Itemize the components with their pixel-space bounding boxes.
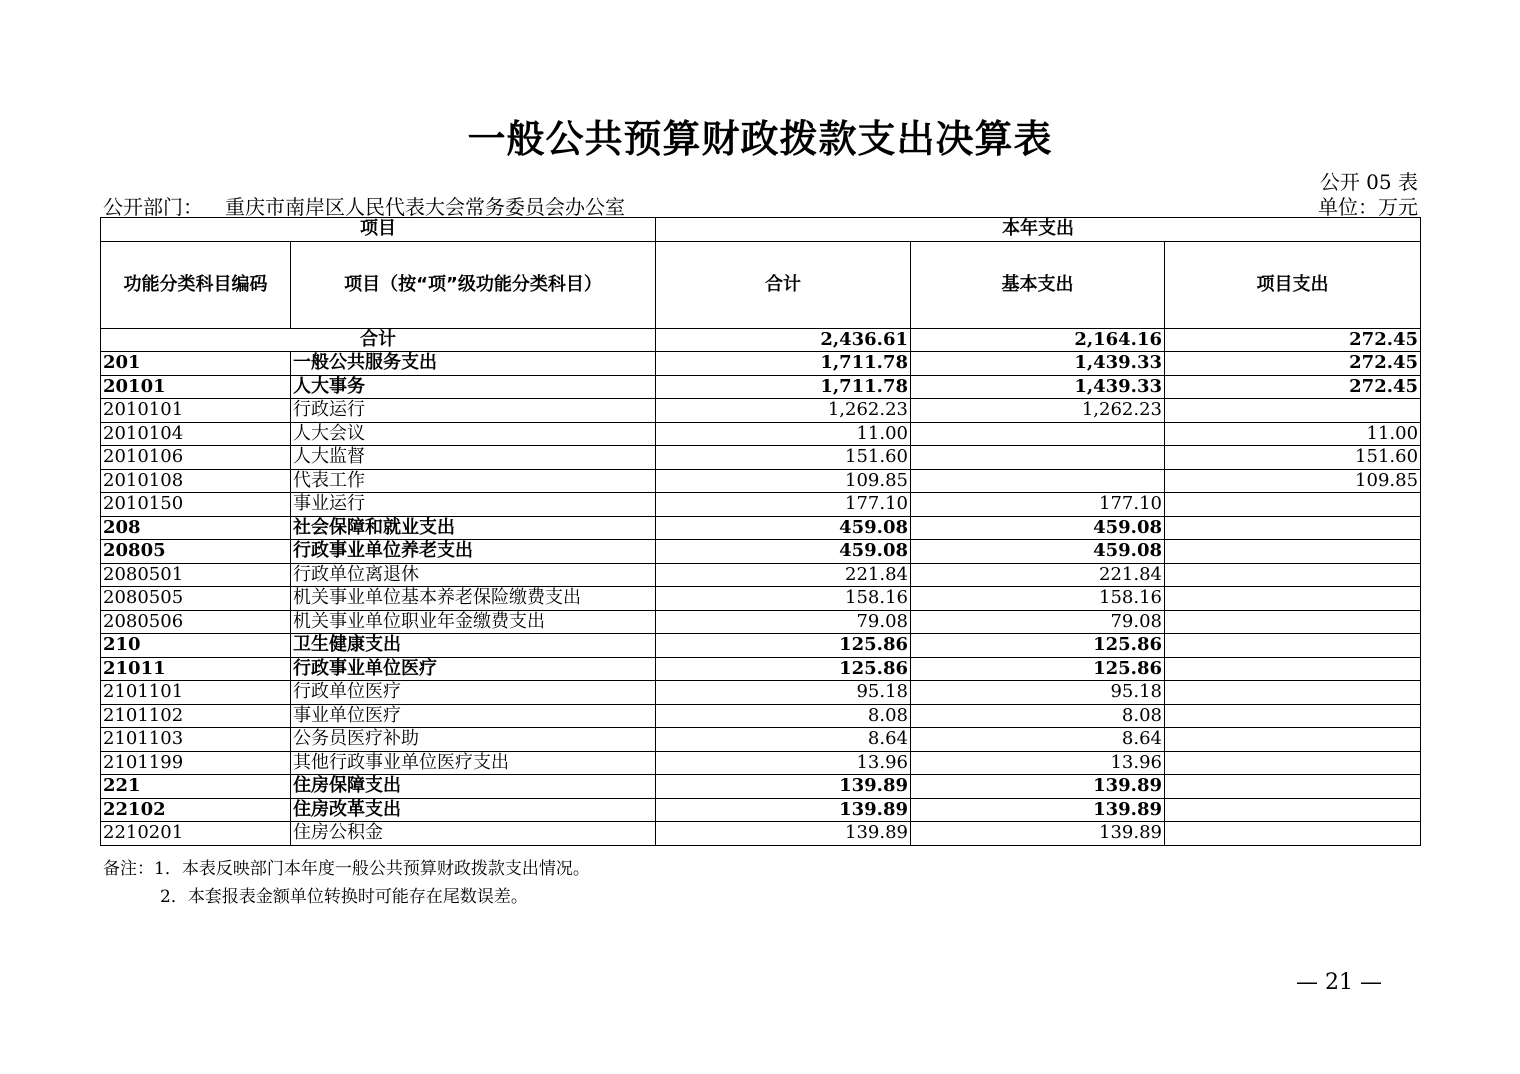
note-1: 备注：1．本表反映部门本年度一般公共预算财政拨款支出情况。 [103, 859, 590, 879]
row-project: 272.45 [1165, 375, 1421, 399]
row-total: 1,711.78 [656, 375, 911, 399]
expense-table-body [101, 218, 1421, 846]
page-title: 一般公共预算财政拨款支出决算表 [467, 117, 1053, 161]
row-code: 2010108 [101, 469, 291, 493]
row-project [1165, 657, 1421, 681]
row-total: 139.89 [656, 775, 911, 799]
row-basic: 125.86 [911, 657, 1165, 681]
row-total: 177.10 [656, 493, 911, 517]
row-project: 272.45 [1165, 352, 1421, 376]
row-total: 125.86 [656, 657, 911, 681]
row-code: 221 [101, 775, 291, 799]
row-code: 2080501 [101, 563, 291, 587]
row-name: 人大监督 [291, 446, 656, 470]
row-code: 2010104 [101, 422, 291, 446]
row-total: 125.86 [656, 634, 911, 658]
row-name: 住房改革支出 [291, 798, 656, 822]
row-project [1165, 775, 1421, 799]
total-project: 272.45 [1165, 328, 1421, 352]
row-basic: 1,439.33 [911, 375, 1165, 399]
row-total: 13.96 [656, 751, 911, 775]
row-project [1165, 822, 1421, 846]
row-code: 2101102 [101, 704, 291, 728]
expense-table [100, 217, 1421, 846]
row-project [1165, 610, 1421, 634]
table-row [101, 516, 1421, 540]
row-code: 21011 [101, 657, 291, 681]
row-project [1165, 516, 1421, 540]
row-total: 221.84 [656, 563, 911, 587]
row-basic: 177.10 [911, 493, 1165, 517]
table-row [101, 399, 1421, 423]
row-name: 事业运行 [291, 493, 656, 517]
row-basic [911, 446, 1165, 470]
row-basic: 158.16 [911, 587, 1165, 611]
row-name: 行政单位医疗 [291, 681, 656, 705]
row-project [1165, 540, 1421, 564]
row-project [1165, 798, 1421, 822]
row-name: 机关事业单位职业年金缴费支出 [291, 610, 656, 634]
row-project [1165, 728, 1421, 752]
row-project [1165, 751, 1421, 775]
row-name: 行政事业单位医疗 [291, 657, 656, 681]
table-row [101, 657, 1421, 681]
header-group-row [101, 218, 1421, 242]
row-project [1165, 704, 1421, 728]
row-project: 11.00 [1165, 422, 1421, 446]
row-total: 8.08 [656, 704, 911, 728]
department-label: 公开部门： [103, 195, 203, 219]
table-row [101, 704, 1421, 728]
header-basic: 基本支出 [911, 241, 1165, 328]
row-basic: 1,262.23 [911, 399, 1165, 423]
row-code: 210 [101, 634, 291, 658]
table-row [101, 540, 1421, 564]
table-row [101, 352, 1421, 376]
row-project [1165, 681, 1421, 705]
row-project [1165, 634, 1421, 658]
table-row [101, 563, 1421, 587]
table-row [101, 375, 1421, 399]
row-basic: 459.08 [911, 540, 1165, 564]
row-project [1165, 563, 1421, 587]
row-code: 2010106 [101, 446, 291, 470]
row-code: 2210201 [101, 822, 291, 846]
row-project [1165, 493, 1421, 517]
row-name: 机关事业单位基本养老保险缴费支出 [291, 587, 656, 611]
row-name: 行政单位离退休 [291, 563, 656, 587]
table-row [101, 422, 1421, 446]
table-row [101, 728, 1421, 752]
row-project [1165, 399, 1421, 423]
header-name: 项目（按“项”级功能分类科目） [291, 241, 656, 328]
header-expense-group: 本年支出 [656, 218, 1421, 242]
row-total: 11.00 [656, 422, 911, 446]
row-code: 2101101 [101, 681, 291, 705]
row-name: 社会保障和就业支出 [291, 516, 656, 540]
row-code: 208 [101, 516, 291, 540]
row-name: 行政事业单位养老支出 [291, 540, 656, 564]
row-name: 行政运行 [291, 399, 656, 423]
row-project [1165, 587, 1421, 611]
table-row [101, 798, 1421, 822]
row-code: 2010101 [101, 399, 291, 423]
row-name: 公务员医疗补助 [291, 728, 656, 752]
header-project: 项目支出 [1165, 241, 1421, 328]
table-row [101, 469, 1421, 493]
row-name: 事业单位医疗 [291, 704, 656, 728]
row-code: 2101103 [101, 728, 291, 752]
table-row [101, 610, 1421, 634]
row-total: 151.60 [656, 446, 911, 470]
row-total: 95.18 [656, 681, 911, 705]
row-code: 20101 [101, 375, 291, 399]
row-basic: 95.18 [911, 681, 1165, 705]
row-code: 22102 [101, 798, 291, 822]
row-code: 2080506 [101, 610, 291, 634]
row-name: 人大事务 [291, 375, 656, 399]
row-basic: 125.86 [911, 634, 1165, 658]
row-name: 住房保障支出 [291, 775, 656, 799]
row-name: 其他行政事业单位医疗支出 [291, 751, 656, 775]
row-basic: 79.08 [911, 610, 1165, 634]
row-code: 2101199 [101, 751, 291, 775]
row-basic [911, 469, 1165, 493]
row-name: 卫生健康支出 [291, 634, 656, 658]
row-basic [911, 422, 1165, 446]
row-basic: 139.89 [911, 775, 1165, 799]
row-total: 139.89 [656, 798, 911, 822]
table-row [101, 446, 1421, 470]
header-item-group: 项目 [101, 218, 656, 242]
row-code: 2080505 [101, 587, 291, 611]
row-total: 1,711.78 [656, 352, 911, 376]
total-basic: 2,164.16 [911, 328, 1165, 352]
table-row [101, 751, 1421, 775]
row-basic: 13.96 [911, 751, 1165, 775]
row-total: 1,262.23 [656, 399, 911, 423]
row-basic: 139.89 [911, 798, 1165, 822]
header-column-row [101, 241, 1421, 328]
unit-label: 单位：万元 [1318, 195, 1418, 219]
row-project: 109.85 [1165, 469, 1421, 493]
header-total: 合计 [656, 241, 911, 328]
row-basic: 8.08 [911, 704, 1165, 728]
total-label: 合计 [101, 328, 656, 352]
row-total: 79.08 [656, 610, 911, 634]
row-basic: 459.08 [911, 516, 1165, 540]
row-code: 201 [101, 352, 291, 376]
row-basic: 221.84 [911, 563, 1165, 587]
row-name: 代表工作 [291, 469, 656, 493]
note-2: 2．本套报表金额单位转换时可能存在尾数误差。 [160, 887, 528, 907]
row-code: 20805 [101, 540, 291, 564]
row-total: 158.16 [656, 587, 911, 611]
table-row [101, 493, 1421, 517]
header-code: 功能分类科目编码 [101, 241, 291, 328]
row-basic: 8.64 [911, 728, 1165, 752]
row-basic: 139.89 [911, 822, 1165, 846]
department-name: 重庆市南岸区人民代表大会常务委员会办公室 [225, 195, 625, 219]
table-row [101, 587, 1421, 611]
row-total: 8.64 [656, 728, 911, 752]
department-line [103, 191, 625, 220]
row-name: 一般公共服务支出 [291, 352, 656, 376]
total-total: 2,436.61 [656, 328, 911, 352]
total-row [101, 328, 1421, 352]
row-total: 139.89 [656, 822, 911, 846]
row-total: 459.08 [656, 540, 911, 564]
table-row [101, 634, 1421, 658]
table-row [101, 775, 1421, 799]
row-project: 151.60 [1165, 446, 1421, 470]
row-total: 109.85 [656, 469, 911, 493]
row-name: 住房公积金 [291, 822, 656, 846]
row-name: 人大会议 [291, 422, 656, 446]
page-number: — 21 — [1296, 970, 1382, 995]
table-number: 公开 05 表 [1319, 170, 1418, 194]
row-basic: 1,439.33 [911, 352, 1165, 376]
table-row [101, 681, 1421, 705]
row-total: 459.08 [656, 516, 911, 540]
row-code: 2010150 [101, 493, 291, 517]
table-row [101, 822, 1421, 846]
